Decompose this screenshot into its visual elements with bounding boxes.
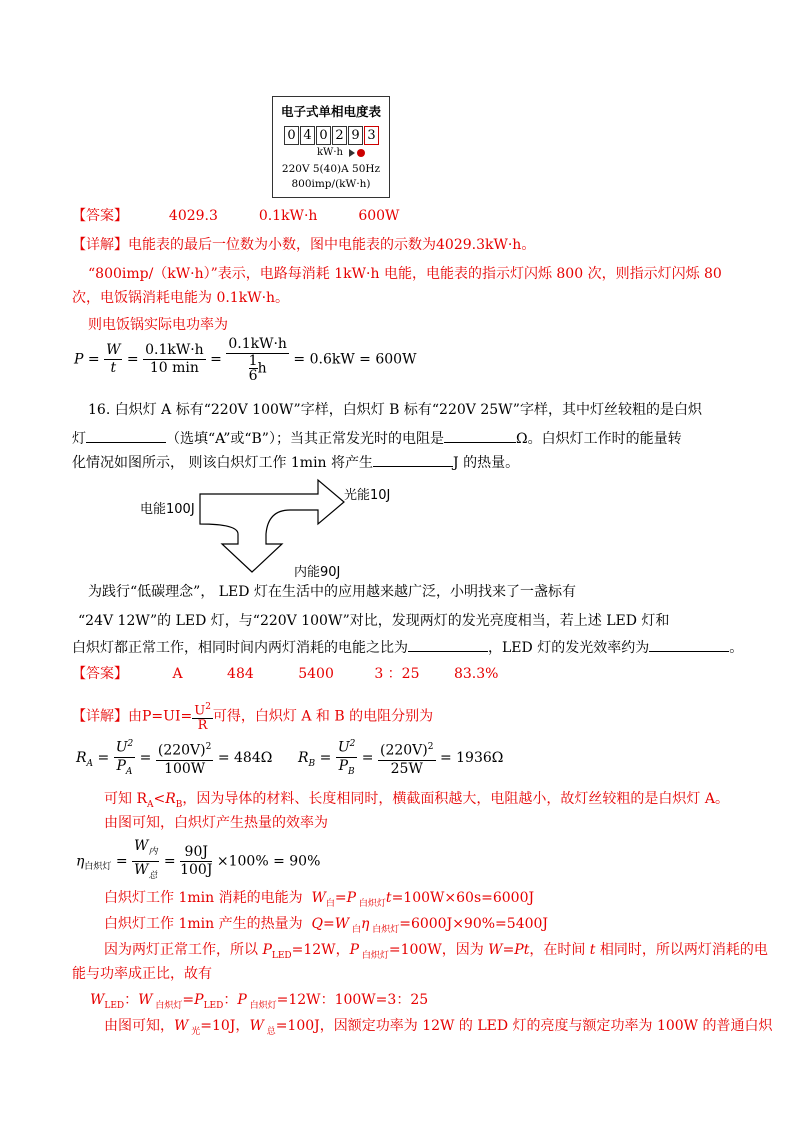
answer-item: 5400: [298, 666, 334, 682]
q15-answer-line: [72, 206, 399, 226]
formula-fraction: $\frac{W}{t}$: [106, 342, 121, 376]
meter-digit-decimal: 3: [364, 126, 379, 145]
answer-item: 4029.3: [168, 208, 218, 224]
q16-line-2: 灯 （选填“A”或“B”）；当其正常发光时的电阻是 Ω。白炽灯工作时的能量转: [72, 428, 682, 449]
q16-detail-8: $W_{LED}$：W $_{白炽灯}=P_{LED}$：P $_{白炽灯}$=12W：100W=3：25: [90, 992, 429, 1011]
q16-answer-line: [72, 664, 498, 684]
answer-item: 484: [227, 666, 254, 682]
q16-detail-6: 因为两灯正常工作，所以 $P_{LED}=12W$，P $_{白炽灯}$=100W，因为 W=Pt，在时间 t 相同时，所以两灯消耗的电: [104, 942, 768, 961]
meter-spec-rating: 220V 5(40)A 50Hz: [281, 163, 381, 175]
meter-digit: 0: [284, 126, 299, 145]
q16-line-1: 16. 白炽灯 A 标有“220V 100W”字样，白炽灯 B 标有“220V 25W”字样，其中灯丝较粗的是白炽: [88, 402, 702, 418]
q16-detail-4: 白炽灯工作 1min 消耗的电能为 $W_白=P$ $_{白炽灯}$t=100W×60s=6000J: [104, 890, 535, 909]
meter-digit: 9: [348, 126, 363, 145]
indicator-light-icon: [357, 149, 365, 157]
input-energy-label: 电能100J: [140, 502, 195, 517]
efficiency-formula: $\eta_{白炽灯}$ = $\frac{W_内}{W_总}$ = $\frac{90J}{100J}$ ×100% = 90%: [76, 838, 321, 881]
answer-blank[interactable]: [444, 428, 516, 443]
q16-detail-9: 由图可知，W $_光$=10J，W $_总$=100J，因额定功率为 12W 的 LED 灯的亮度与额定功率为 100W 的普通白炽: [104, 1018, 773, 1037]
formula-symbol: P: [74, 351, 84, 368]
energy-arrow: [200, 480, 344, 572]
meter-unit: kW·h: [317, 147, 343, 158]
answer-blank[interactable]: [408, 637, 488, 652]
play-triangle-icon: [349, 149, 355, 157]
q16-detail-7: 能与功率成正比，故有: [72, 966, 212, 982]
answer-item: 0.1kW·h: [258, 208, 318, 224]
meter-spec-imp: 800imp/(kW·h): [291, 178, 371, 190]
answer-label: 【答案】: [72, 208, 128, 224]
formula-result: = 0.6kW = 600W: [293, 351, 417, 368]
meter-digit: 4: [300, 126, 315, 145]
meter-digit: 2: [332, 126, 347, 145]
formula-fraction: $\frac{0.1kW\cdot h}{10 \min}$: [145, 342, 204, 376]
energy-flow-diagram: [140, 472, 420, 580]
answer-blank[interactable]: [649, 637, 729, 652]
q15-detail-2a: “800imp/（kW·h）”表示，电路每消耗 1kW·h 电能，电能表的指示灯闪烁 800 次，则指示灯闪烁 80: [88, 266, 722, 282]
meter-title: 电子式单相电度表: [280, 104, 381, 119]
q16-line-6: 白炽灯都正常工作，相同时间内两灯消耗的电能之比为 ，LED 灯的发光效率约为 。: [72, 637, 743, 658]
q15-detail-3: 则电饭锅实际电功率为: [88, 317, 228, 333]
q15-detail-2b: 次，电饭锅消耗电能为 0.1kW·h。: [72, 290, 290, 306]
q16-line-3: 化情况如图所示， 则该白炽灯工作 1min 将产生 J 的热量。: [72, 452, 519, 473]
q16-detail-3: 由图可知，白炽灯产生热量的效率为: [104, 815, 328, 831]
answer-item: 3 ：25: [374, 666, 420, 682]
answer-item: A: [172, 666, 183, 682]
light-energy-label: 光能10J: [344, 488, 391, 503]
electricity-meter-figure: [272, 96, 390, 198]
meter-digit: 0: [316, 126, 331, 145]
q16-detail-5: 白炽灯工作 1min 产生的热量为 Q=W $_白$η $_{白炽灯}$=6000J×90%=5400J: [104, 916, 549, 935]
q16-line-5: “24V 12W”的 LED 灯，与“220V 100W”对比，发现两灯的发光亮度相当，若上述 LED 灯和: [78, 613, 670, 629]
q16-line-4: 为践行“低碳理念”， LED 灯在生活中的应用越来越广泛，小明找来了一盏标有: [88, 584, 576, 600]
answer-blank[interactable]: [86, 428, 166, 443]
q15-power-formula: P = $\frac{W}{t}$ = $\frac{0.1kW\cdot h}{10 \min}$ = 0.1kW·h $\frac{1}{6}$ h = 0.6kW = 600W: [74, 336, 417, 384]
heat-energy-label: 内能90J: [294, 565, 341, 580]
q16-detail-2: 可知 $R_A<R_B$，因为导体的材料、长度相同时，横截面积越大，电阻越小，故灯丝较粗的是白炽灯 A。: [104, 791, 729, 810]
rb-formula: $R_B$ = $\frac{U^2}{P_B}$ = $\frac{(220V)^2}{25W}$ = 1936Ω: [298, 736, 503, 780]
formula-fraction: 0.1kW·h $\frac{1}{6}$ h: [228, 336, 287, 384]
answer-item: 83.3%: [453, 666, 499, 682]
answer-item: 600W: [358, 208, 400, 224]
meter-digits: [284, 126, 389, 145]
answer-label: 【答案】: [72, 666, 128, 682]
ra-formula: $R_A$ = $\frac{U^2}{P_A}$ = $\frac{(220V)^2}{100W}$ = 484Ω: [76, 736, 272, 780]
q16-detail-1: 【详解】由P=UI= $\frac{U^2}{R}$ 可得，白炽灯 A 和 B 的电阻分别为: [72, 702, 434, 734]
answer-blank[interactable]: [373, 452, 453, 467]
q15-detail-1: 【详解】电能表的最后一位数为小数，图中电能表的示数为4029.3kW·h。: [72, 237, 536, 253]
